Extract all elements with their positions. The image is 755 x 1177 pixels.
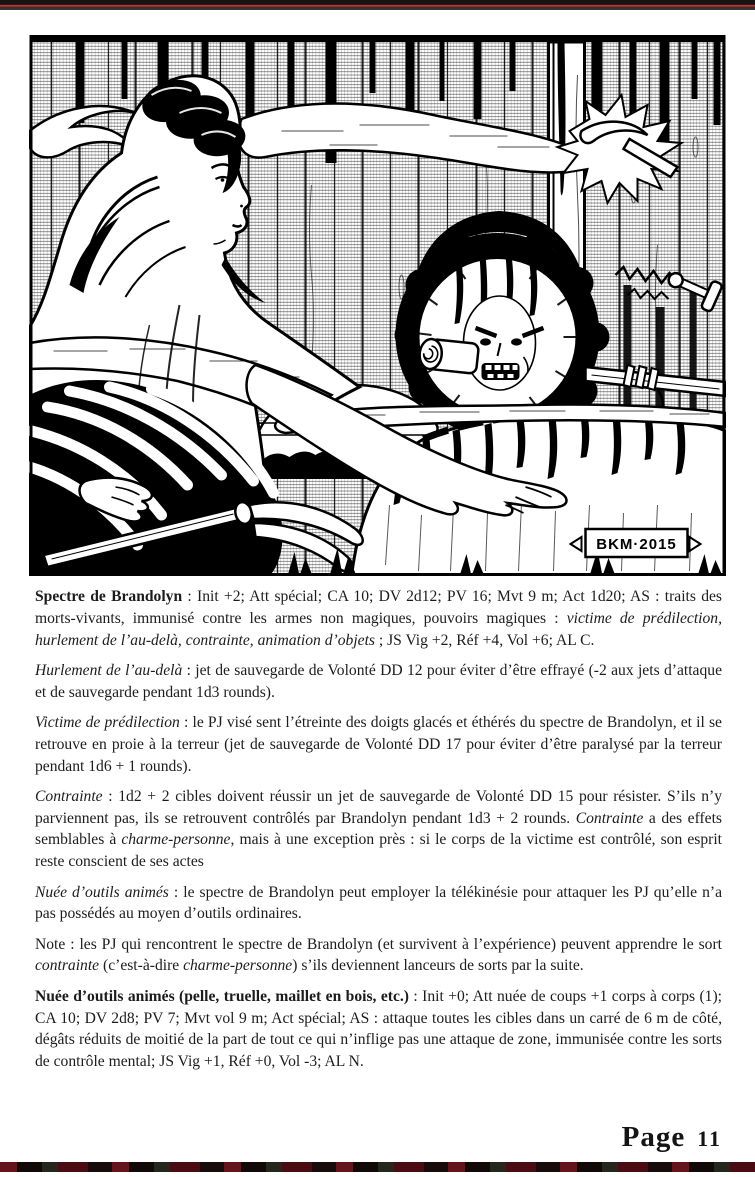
text-run: (c’est-à-dire [99,957,184,975]
text-run: , mais à une exception près : si le corps de la victime est contrôlé, son esprit reste conscient de ses actes [35,831,722,871]
paragraph [35,712,722,777]
paragraph [35,882,722,926]
text-run: Spectre de Brandolyn [35,588,183,605]
text-run: : le PJ visé sent l’étreinte des doigts glacés et éthérés du spectre de Brandolyn, et il se retrouve en proie à la terreur (jet de sauvegarde de Volonté DD 17 pour éviter d’être paralysé par la terreur pendant 1d6 + 1 rounds). [35,713,722,775]
paragraph [35,986,722,1073]
page-number-value: 11 [697,1126,722,1151]
text-run: ) s’ils deviennent lanceurs de sorts par la suite. [292,957,584,975]
text-run: Contrainte [575,809,644,827]
text-run: Nuée d’outils animés (pelle, truelle, maillet en bois, etc.) [35,987,409,1005]
top-border-bar [0,0,755,10]
mallet-icon [418,338,479,374]
text-run: : 1d2 + 2 cibles doivent réussir un jet de sauvegarde de Volonté DD 15 pour résister. S’ils n’y parviennent pas, ils se retrouvent contrôlés par Brandolyn pendant 1d3 + 2 rounds. [35,787,722,827]
paragraph [35,786,722,873]
ink-drawing [29,35,726,576]
stat-block-text [35,586,722,1081]
text-run: : le spectre de Brandolyn peut employer la télékinésie pour attaquer les PJ qu’elle n’a pas possédés au moyen d’outils ordinaires. [35,883,723,923]
page-number [622,1121,722,1154]
bottom-border-bar [0,1162,755,1172]
text-run: : Init +2; Att spécial; CA 10; DV 2d12; PV 16; Mvt 9 m; Act 1d20; AS : traits des morts-vivants, immunisé contre les armes non magiques, pouvoirs magiques : [35,588,722,627]
barn-spectre-illustration [29,35,726,576]
paragraph [35,660,722,704]
text-run: Hurlement de l’au-delà [35,661,183,679]
text-run: Victime de prédilection [35,713,180,731]
paragraph [35,586,722,651]
text-run: a des effets semblables à [35,809,722,849]
text-run: Contrainte [35,787,103,805]
text-run: Note : les PJ qui rencontrent le spectre de Brandolyn (et survivent à l’expérience) peuvent apprendre le sort [35,935,722,953]
text-run: contrainte [35,957,100,975]
text-run: : Init +0; Att nuée de coups +1 corps à corps (1); CA 10; DV 2d8; PV 7; Mvt vol 9 m; Act spécial; AS : attaque toutes les cibles dans un carré de 6 m de côté, dégâts réduits de moitié de la part de tout ce qui n’inflige pas une attaque de zone, immunisée contre les sorts de contrôle mental; JS Vig +1, Réf +0, Vol -3; AL N. [35,987,723,1071]
text-run: victime de prédilection, hurlement de l’au-delà, contrainte, animation d’objets [35,609,722,649]
text-run: Nuée d’outils animés [35,883,169,901]
text-run: : jet de sauvegarde de Volonté DD 12 pour éviter d’être effrayé (-2 aux jets d’attaque et de sauvegarde pendant 1d3 rounds). [35,661,722,701]
artist-signature: BKM·2015 [596,536,677,553]
text-run: charme-personne [121,831,231,849]
text-run: charme-personne [183,957,293,975]
text-run: ; JS Vig +2, Réf +4, Vol +6; AL C. [374,631,595,649]
paragraph [35,934,722,978]
artist-signature-box [571,529,701,557]
page-label: Page [621,1121,686,1153]
